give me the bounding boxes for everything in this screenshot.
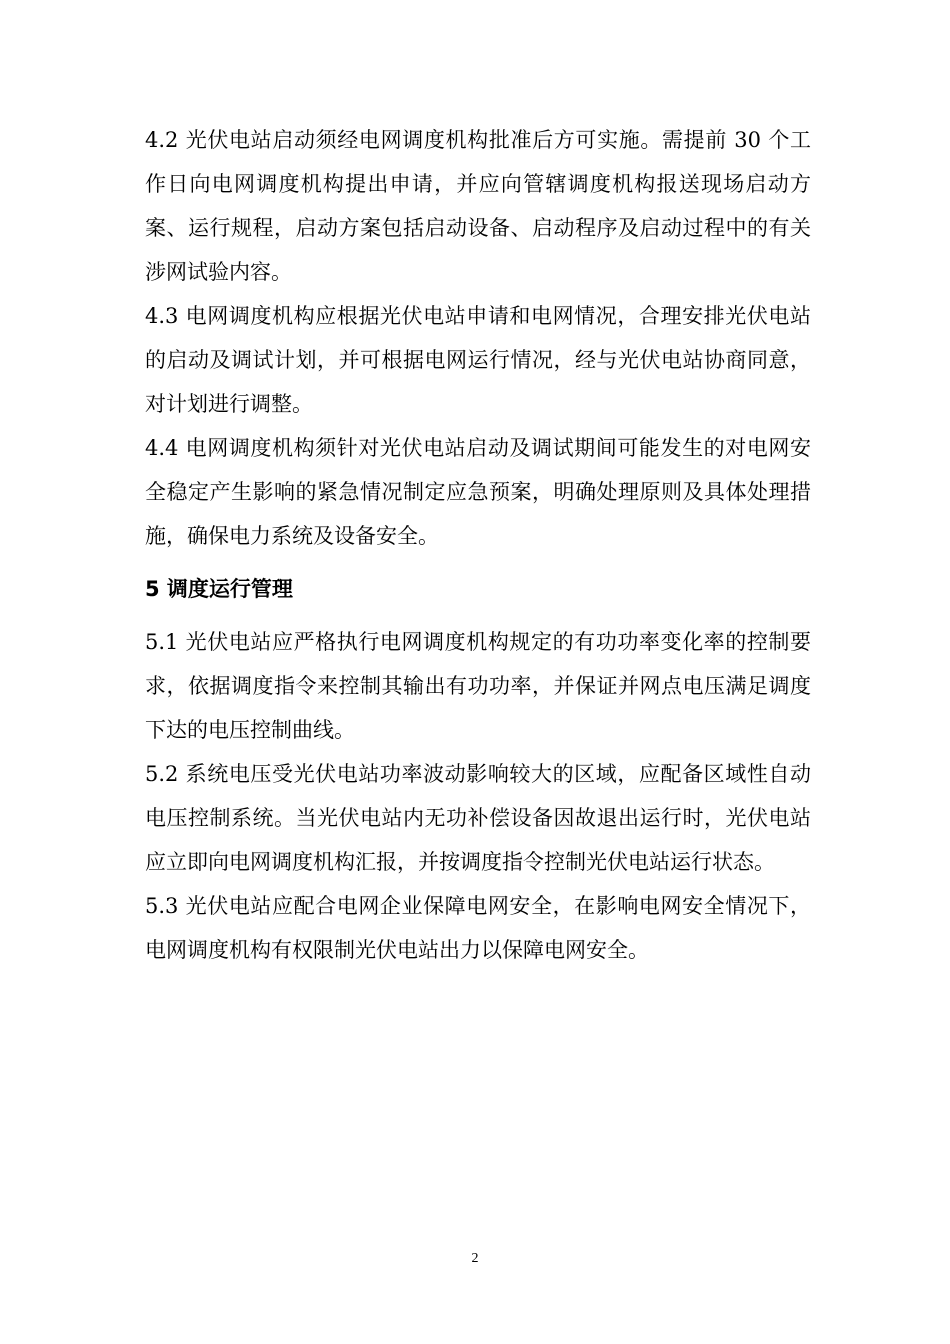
document-body xyxy=(145,118,811,972)
paragraph-5-3: 5.3 光伏电站应配合电网企业保障电网安全，在影响电网安全情况下，电网调度机构有权限制光伏电站出力以保障电网安全。 xyxy=(145,894,811,962)
paragraph-4-2: 4.2 光伏电站启动须经电网调度机构批准后方可实施。需提前 30 个工作日向电网调度机构提出申请，并应向管辖调度机构报送现场启动方案、运行规程，启动方案包括启动设备、启动程序及启动过程中的有关涉网试验内容。 xyxy=(145,128,811,284)
paragraph-4-3: 4.3 电网调度机构应根据光伏电站申请和电网情况，合理安排光伏电站的启动及调试计划，并可根据电网运行情况，经与光伏电站协商同意，对计划进行调整。 xyxy=(145,304,811,416)
paragraph-4-4: 4.4 电网调度机构须针对光伏电站启动及调试期间可能发生的对电网安全稳定产生影响的紧急情况制定应急预案，明确处理原则及具体处理措施，确保电力系统及设备安全。 xyxy=(145,436,811,548)
section-heading-5: 5 调度运行管理 xyxy=(145,577,293,601)
page-number: 2 xyxy=(471,1251,479,1266)
paragraph-5-1: 5.1 光伏电站应严格执行电网调度机构规定的有功功率变化率的控制要求，依据调度指令来控制其输出有功功率，并保证并网点电压满足调度下达的电压控制曲线。 xyxy=(145,630,811,742)
paragraph-5-2: 5.2 系统电压受光伏电站功率波动影响较大的区域，应配备区域性自动电压控制系统。当光伏电站内无功补偿设备因故退出运行时，光伏电站应立即向电网调度机构汇报，并按调度指令控制光伏电站运行状态。 xyxy=(145,762,811,874)
